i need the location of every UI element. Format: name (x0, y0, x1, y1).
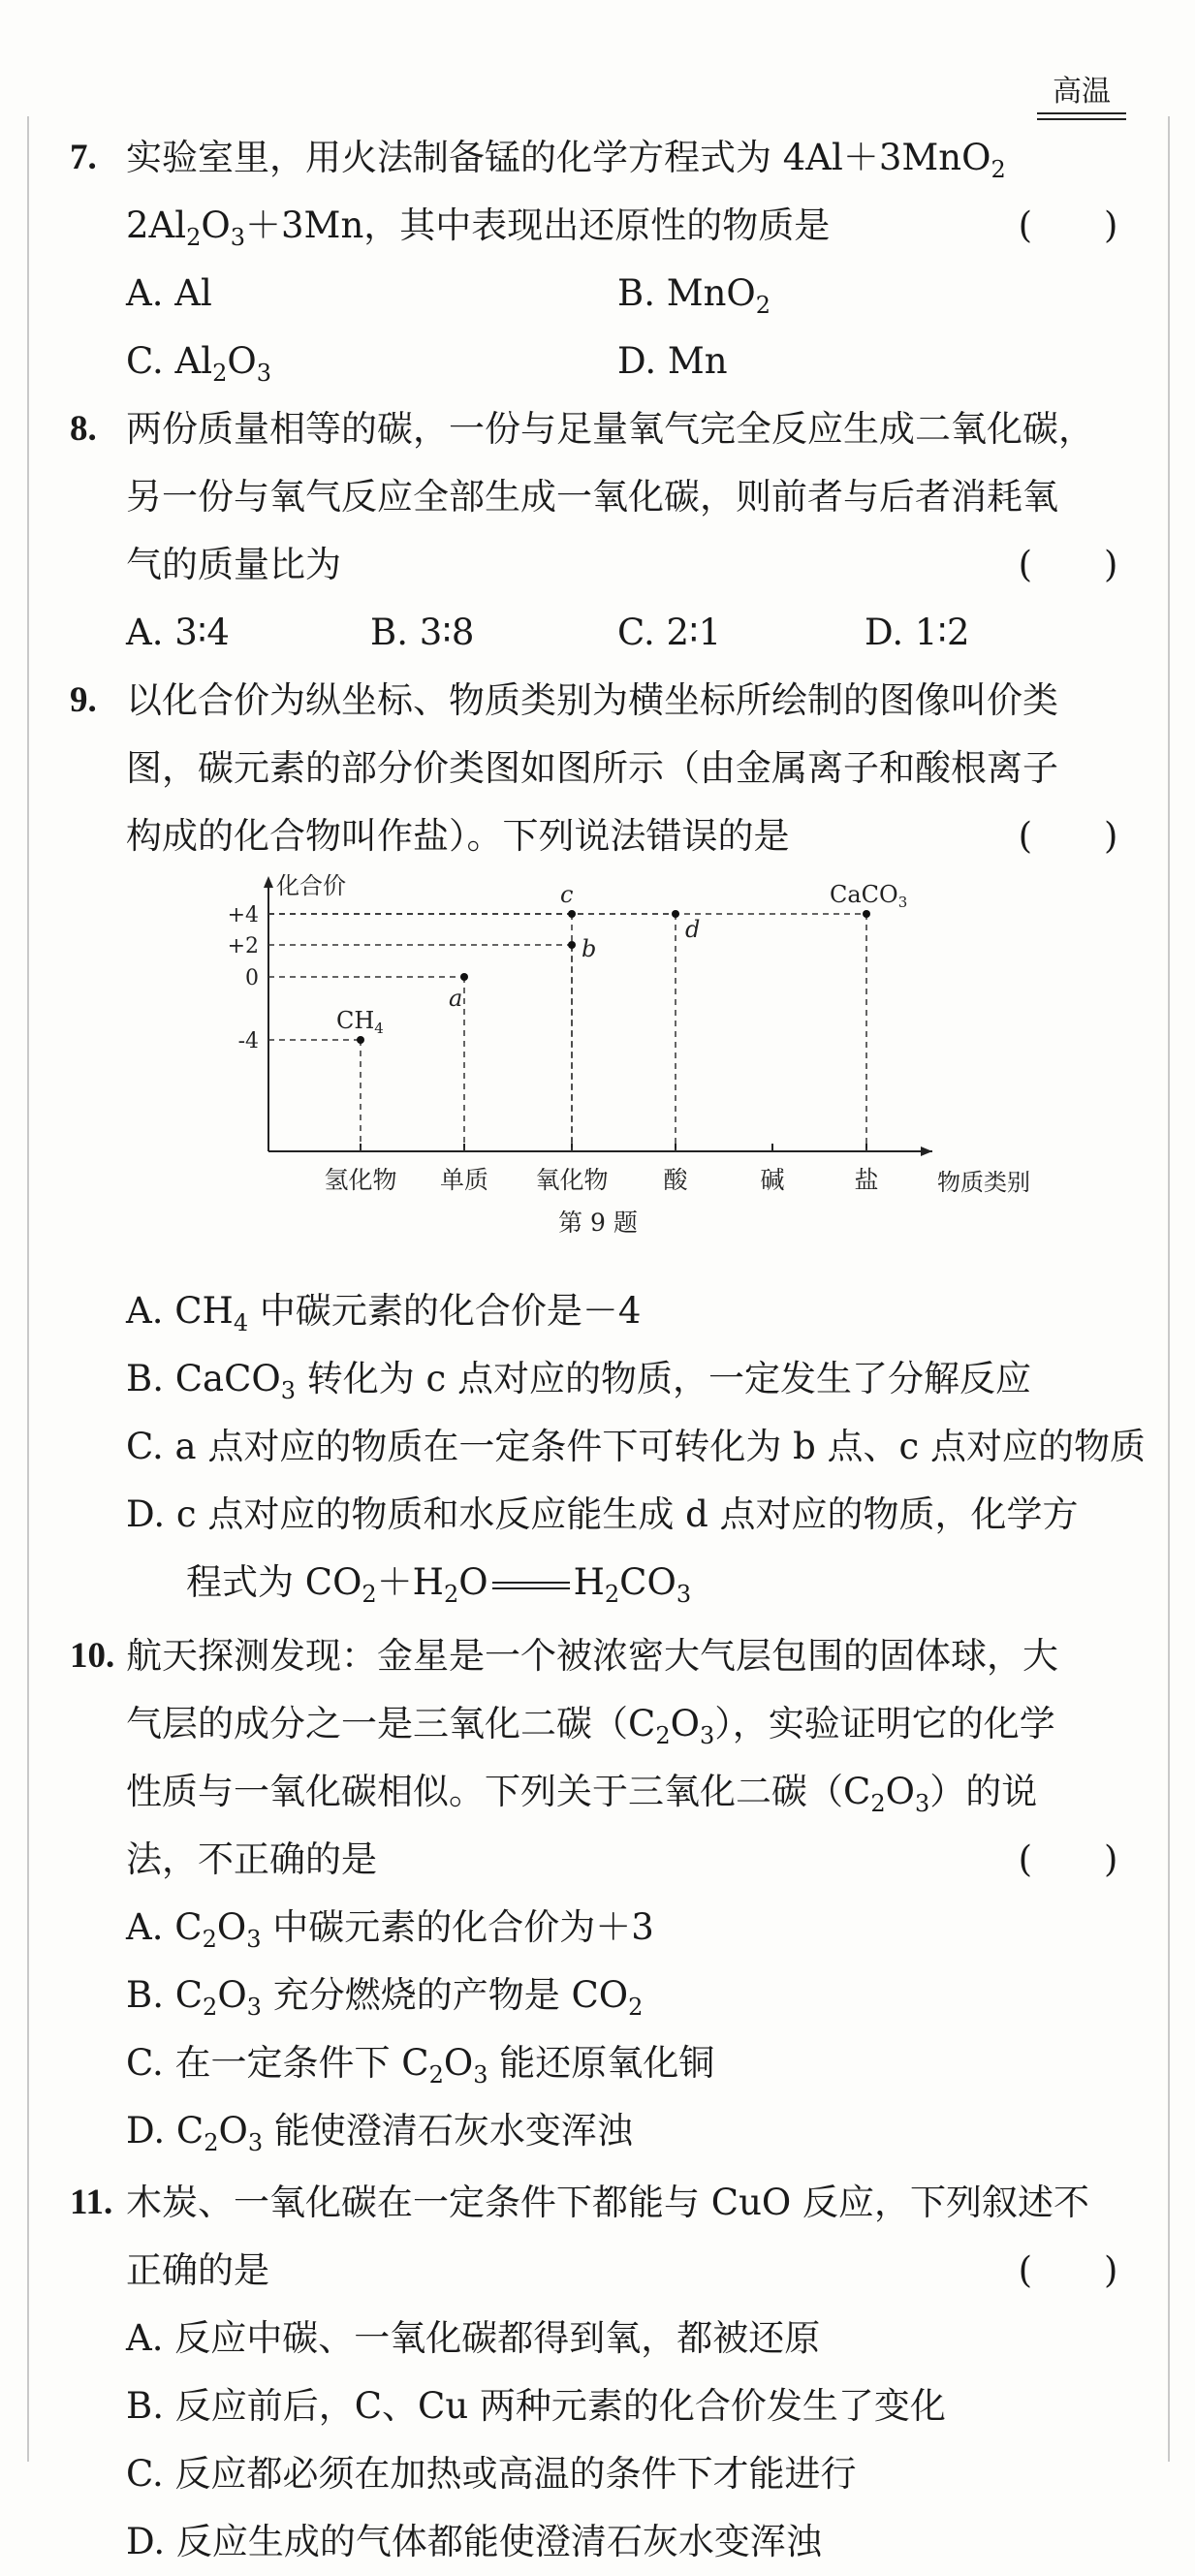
q9-option-c[interactable]: C. a 点对应的物质在一定条件下可转化为 b 点、c 点对应的物质 (126, 1426, 1147, 1467)
figure-caption: 第 9 题 (558, 1209, 638, 1237)
y-tick-label: +2 (227, 934, 259, 958)
q8-number: 8. (70, 409, 97, 449)
q7-options-cd (70, 328, 1126, 395)
x-axis-arrow (921, 1147, 932, 1156)
answer-bracket[interactable]: ( ) (1018, 1838, 1118, 1880)
valence-class-chart (70, 870, 1126, 1277)
y-tick-label: 0 (245, 966, 259, 990)
equals-line (1037, 112, 1126, 114)
q11-line1: 11. 木炭、一氧化碳在一定条件下都能与 CuO 反应，下列叙述不 (70, 2169, 1126, 2237)
q7-line1: 7. 实验室里，用火法制备锰的化学方程式为 4Al＋3MnO$_2$ 高温 (70, 124, 1126, 192)
q11-option-c[interactable]: C. 反应都必须在加热或高温的条件下才能进行 (126, 2453, 857, 2495)
q10-line3: 性质与一氧化碳相似。下列关于三氧化二碳$(C_2O_3)$的说 (126, 1771, 1038, 1817)
q8-option-d[interactable]: D. 1∶2 (865, 612, 970, 653)
reaction-condition: 高温 (1053, 75, 1111, 109)
q9-option-d-line2: 程式为 $CO_2+H_2O$ $H_2CO_3$ (186, 1561, 692, 1608)
data-point-c (568, 910, 576, 918)
chart-svg (70, 870, 1126, 1277)
q8-options (70, 599, 1126, 667)
q9-line1: 9. 以化合价为纵坐标、物质类别为横坐标所绘制的图像叫价类 (70, 667, 1126, 735)
data-point-d (672, 910, 679, 918)
q9-line2: 图，碳元素的部分价类图如图所示（由金属离子和酸根离子 (126, 747, 1058, 789)
data-point-caco3 (863, 910, 870, 918)
answer-bracket[interactable]: ( ) (1018, 2249, 1118, 2291)
point-label-caco3: CaCO$_3$ (830, 881, 908, 911)
q7-options-ab (70, 260, 1126, 328)
equals-sign (488, 1576, 574, 1595)
data-point-b (568, 941, 576, 949)
q8-line3: 气的质量比为 ( ) (70, 531, 1126, 599)
q11-number: 11. (70, 2183, 113, 2222)
q8-option-c[interactable]: C. 2∶1 (617, 612, 722, 653)
q10-line2: 气层的成分之一是三氧化二碳$(C_2O_3)$，实验证明它的化学 (126, 1703, 1055, 1749)
answer-bracket[interactable]: ( ) (1018, 815, 1118, 857)
q10-option-b[interactable]: B. $C_2O_3$ 充分燃烧的产物是 $CO_2$ (126, 1974, 644, 2021)
y-tick-label: -4 (237, 1029, 259, 1053)
data-point-a (460, 973, 468, 981)
q8-line1: 8. 两份质量相等的碳，一份与足量氧气完全反应生成二氧化碳， (70, 395, 1126, 463)
q9-option-a[interactable]: A. $CH_4$ 中碳元素的化合价是－4 (126, 1290, 642, 1336)
point-label-d: d (685, 916, 701, 943)
q10-line4: 法，不正确的是 ( ) (70, 1826, 1126, 1894)
q10-number: 10. (70, 1636, 115, 1676)
q10-option-d[interactable]: D. $C_2O_3$ 能使澄清石灰水变浑浊 (126, 2110, 633, 2156)
q8-line2: 另一份与氧气反应全部生成一氧化碳，则前者与后者消耗氧 (126, 476, 1058, 518)
q10-option-c[interactable]: C. 在一定条件下 $C_2O_3$ 能还原氧化铜 (126, 2042, 715, 2089)
q7-text: 实验室里，用火法制备锰的化学方程式为 4Al＋3MnO (126, 137, 991, 178)
q7-option-a[interactable]: A. Al (126, 272, 212, 314)
q10-option-a[interactable]: A. $C_2O_3$ 中碳元素的化合价为＋3 (126, 1906, 654, 1953)
x-tick-label: 氧化物 (535, 1166, 609, 1194)
q8-option-a[interactable]: A. 3∶4 (126, 612, 230, 653)
x-tick-label: 盐 (854, 1166, 879, 1194)
point-label-b: b (582, 935, 597, 962)
x-tick-label: 氢化物 (324, 1166, 397, 1194)
data-point-ch4 (357, 1036, 364, 1044)
answer-bracket[interactable]: ( ) (1018, 204, 1118, 246)
q8-option-b[interactable]: B. 3∶8 (370, 612, 475, 653)
q7-option-c[interactable]: C. $Al_2O_3$ (126, 340, 271, 387)
answer-bracket[interactable]: ( ) (1018, 544, 1118, 585)
worksheet (70, 75, 1147, 2576)
q9-option-b[interactable]: B. CaCO$_3$ 转化为 c 点对应的物质，一定发生了分解反应 (126, 1358, 1032, 1404)
y-axis-label: 化合价 (276, 872, 346, 899)
q9-line3: 构成的化合物叫作盐）。下列说法错误的是 ( ) (70, 802, 1126, 870)
q11-line2: 正确的是 ( ) (70, 2237, 1126, 2305)
q9-number: 9. (70, 680, 97, 720)
point-label-c: c (560, 881, 574, 908)
x-tick-label: 碱 (760, 1166, 785, 1194)
x-axis-label: 物质类别 (937, 1169, 1030, 1196)
q11-option-b[interactable]: B. 反应前后，C、Cu 两种元素的化合价发生了变化 (126, 2385, 946, 2427)
x-tick-label: 酸 (663, 1166, 688, 1194)
q9-option-d[interactable]: D. c 点对应的物质和水反应能生成 d 点对应的物质，化学方 (126, 1493, 1079, 1535)
q10-line1: 10. 航天探测发现：金星是一个被浓密大气层包围的固体球，大 (70, 1622, 1126, 1690)
y-tick-label: +4 (227, 903, 259, 927)
point-label-ch4: $CH_4$ (336, 1007, 384, 1037)
point-label-a: a (449, 985, 463, 1012)
q11-option-d[interactable]: D. 反应生成的气体都能使澄清石灰水变浑浊 (126, 2521, 822, 2562)
q7-option-b[interactable]: B. MnO$_2$ (617, 272, 771, 319)
q7-line2: $2Al_2O_3+3Mn$，其中表现出还原性的物质是 ( ) (70, 192, 1126, 260)
x-tick-label: 单质 (439, 1166, 489, 1194)
q7-option-d[interactable]: D. Mn (617, 340, 728, 382)
y-axis-arrow (264, 876, 273, 888)
q7-number: 7. (70, 138, 97, 177)
q11-option-a[interactable]: A. 反应中碳、一氧化碳都得到氧，都被还原 (126, 2317, 821, 2359)
